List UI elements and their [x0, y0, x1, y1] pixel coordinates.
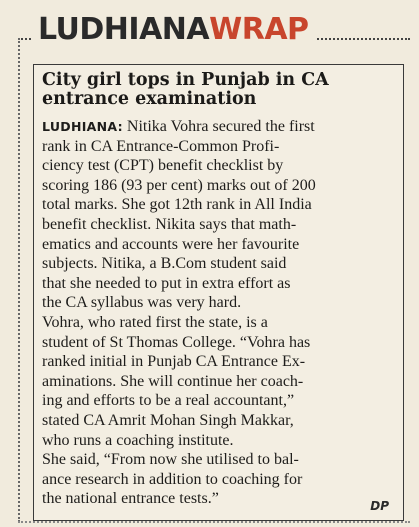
headline-line: City girl tops in Punjab in CA — [42, 70, 329, 90]
section-masthead — [32, 10, 315, 50]
dateline: LUDHIANA: — [42, 119, 123, 134]
body-line: the national entrance tests.” — [42, 490, 219, 508]
headline-line: entrance examination — [42, 89, 257, 109]
body-line: the CA syllabus was very hard. — [42, 294, 242, 312]
body-line: ciency test (CPT) benefit checklist by — [42, 157, 284, 175]
body-line — [42, 117, 402, 137]
body-line: ance research in addition to coaching for — [42, 470, 303, 488]
body-line: student of St Thomas College. “Vohra has — [42, 333, 311, 351]
body-line: ing and efforts to be a real accountant,” — [42, 392, 295, 410]
body-line: stated CA Amrit Mohan Singh Makkar, — [42, 411, 294, 429]
body-line: scoring 186 (93 per cent) marks out of 200 — [42, 176, 316, 194]
body-line: subjects. Nitika, a B.Com student said — [42, 255, 287, 273]
byline: DP — [370, 499, 389, 513]
body-line: total marks. She got 12th rank in All India — [42, 196, 312, 214]
body-line: benefit checklist. Nikita says that math- — [42, 215, 297, 233]
body-line: She said, “From now she utilised to bal- — [42, 451, 299, 469]
masthead-wrap: WRAP — [209, 12, 309, 47]
body-line: ematics and accounts were her favourite — [42, 235, 300, 253]
left-dotted-rule — [18, 38, 20, 522]
body-line: ranked initial in Punjab CA Entrance Ex- — [42, 353, 306, 371]
body-line: that she needed to put in extra effort as — [42, 274, 291, 292]
article-body — [42, 117, 402, 509]
masthead-city: LUDHIANA — [38, 12, 210, 47]
body-line: rank in CA Entrance-Common Profi- — [42, 137, 280, 155]
bottom-dotted-rule — [18, 521, 410, 523]
body-line: who runs a coaching institute. — [42, 431, 234, 449]
body-line: Vohra, who rated first the state, is a — [42, 313, 268, 331]
article-headline — [42, 71, 402, 109]
body-line: aminations. She will continue her coach- — [42, 372, 304, 390]
body-line-text: Nitika Vohra secured the first — [122, 118, 315, 135]
